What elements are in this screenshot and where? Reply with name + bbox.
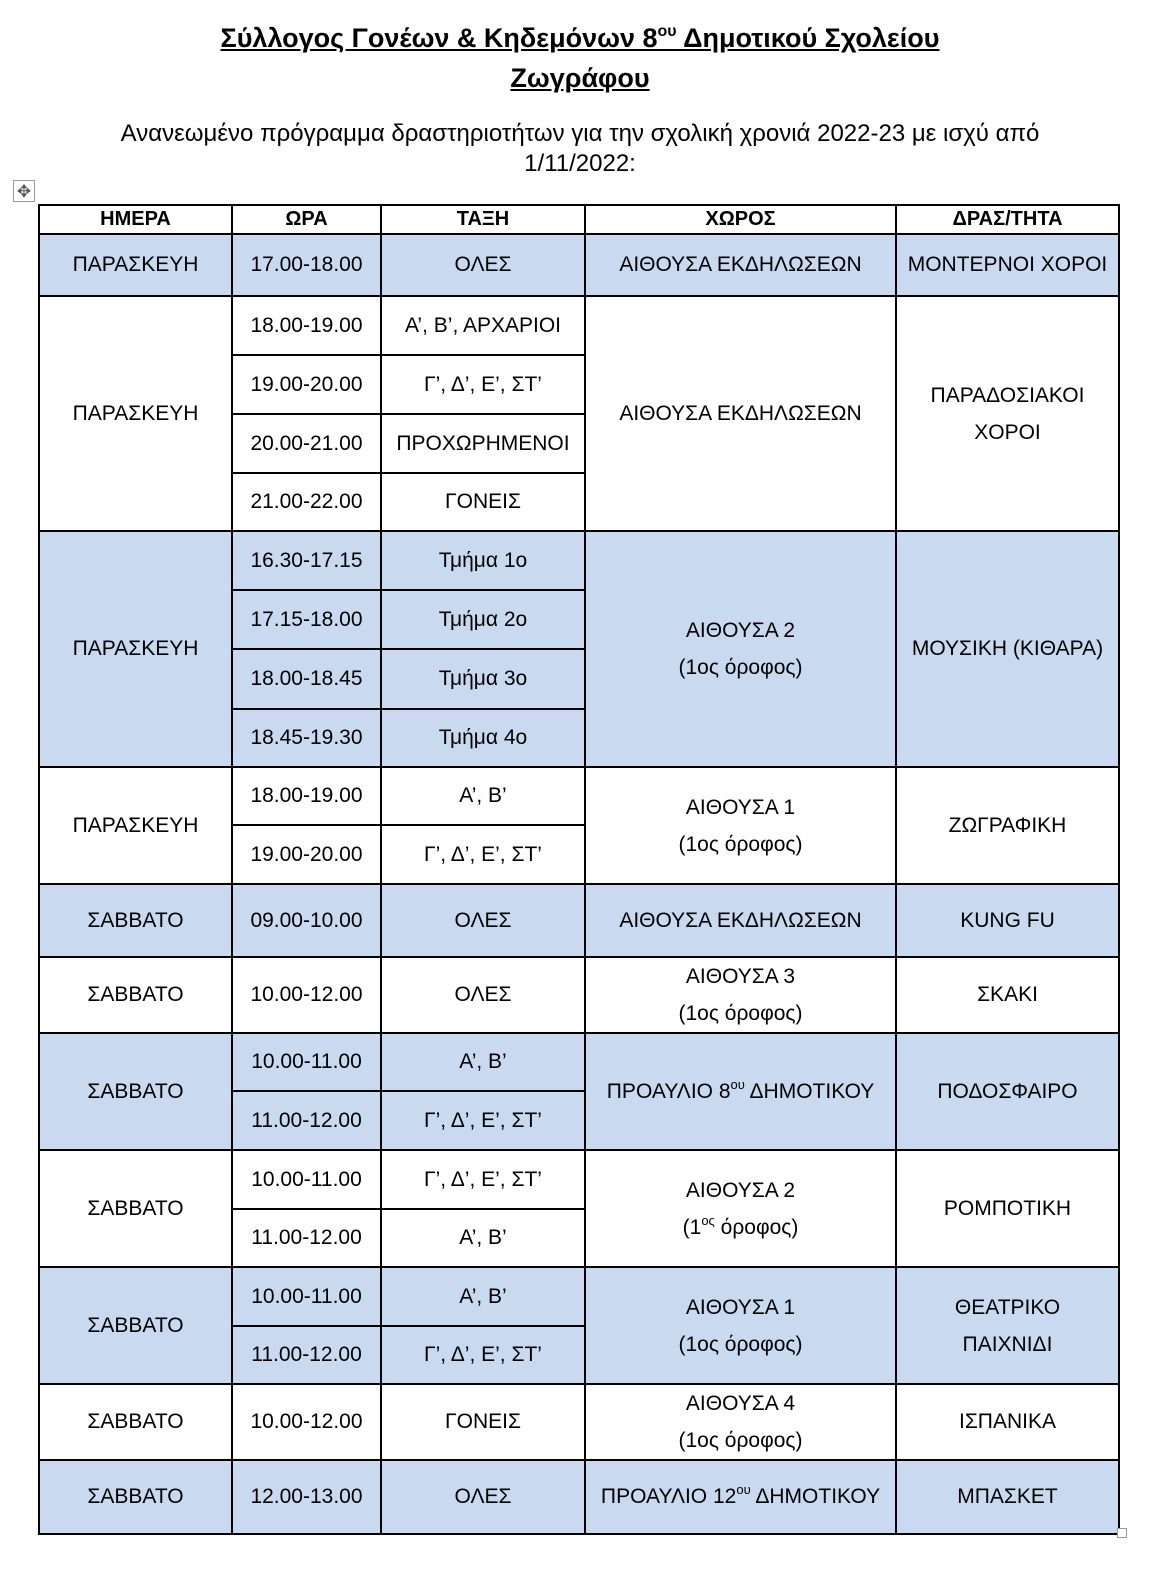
activity-cell: [896, 1267, 1119, 1384]
class-cell: Α’, Β’: [381, 767, 585, 825]
place-text: ΠΡΟΑΥΛΙΟ 8: [606, 1079, 731, 1103]
title-superscript: ου: [657, 23, 677, 40]
class-cell: Τμήμα 2ο: [381, 590, 585, 649]
time-cell: 16.30-17.15: [232, 531, 381, 590]
place-text-end: ΔΗΜΟΤΙΚΟΥ: [744, 1079, 875, 1103]
class-cell: ΟΛΕΣ: [381, 1460, 585, 1534]
activity-cell: ΜΟΝΤΕΡΝΟΙ ΧΟΡΟΙ: [896, 234, 1119, 296]
day-cell: ΣΑΒΒΑΤΟ: [39, 957, 232, 1033]
class-cell: Α’, Β’: [381, 1267, 585, 1326]
place-text: ΠΡΟΑΥΛΙΟ 12: [600, 1485, 737, 1508]
day-cell: ΠΑΡΑΣΚΕΥΗ: [39, 296, 232, 531]
place-superscript: ου: [730, 1076, 745, 1092]
day-cell: ΠΑΡΑΣΚΕΥΗ: [39, 234, 232, 296]
place-line-2: (1ος όροφος): [678, 1332, 803, 1356]
class-cell: Α’, Β’: [381, 1033, 585, 1091]
activity-cell: ΣΚΑΚΙ: [896, 957, 1119, 1033]
place-cell: [585, 1460, 896, 1534]
table-row: [39, 1033, 1119, 1091]
day-cell: ΣΑΒΒΑΤΟ: [39, 1150, 232, 1267]
class-cell: ΓΟΝΕΙΣ: [381, 1384, 585, 1460]
table-row: [39, 1460, 1119, 1534]
time-cell: 11.00-12.00: [232, 1209, 381, 1267]
activity-cell: KUNG FU: [896, 884, 1119, 957]
day-cell: ΣΑΒΒΑΤΟ: [39, 1384, 232, 1460]
title-text-end: Δημοτικού Σχολείου: [676, 23, 940, 53]
class-cell: Γ’, Δ’, Ε’, ΣΤ’: [381, 1150, 585, 1209]
class-cell: ΟΛΕΣ: [381, 234, 585, 296]
time-cell: 10.00-12.00: [232, 957, 381, 1033]
move-cross-icon[interactable]: ✥: [13, 180, 35, 202]
table-row: [39, 767, 1119, 825]
time-cell: 10.00-11.00: [232, 1033, 381, 1091]
table-row: [39, 531, 1119, 590]
activity-line-2: ΧΟΡΟΙ: [974, 420, 1041, 444]
place-line-2: (1ος όροφος): [678, 1429, 803, 1452]
time-cell: 10.00-11.00: [232, 1267, 381, 1326]
resize-square-icon[interactable]: [1117, 1528, 1127, 1538]
class-cell: Α’, Β’: [381, 1209, 585, 1267]
title-text: Σύλλογος Γονέων & Κηδεμόνων 8: [220, 23, 658, 53]
table-row: [39, 884, 1119, 957]
place-cell: [585, 1384, 896, 1460]
class-cell: Γ’, Δ’, Ε’, ΣΤ’: [381, 1091, 585, 1150]
place-line-1: ΑΙΘΟΥΣΑ 2: [685, 1178, 796, 1202]
table-row: [39, 1384, 1119, 1460]
class-cell: Γ’, Δ’, Ε’, ΣΤ’: [381, 355, 585, 414]
place-line-2-end: όροφος): [714, 1215, 799, 1239]
activity-cell: ΜΟΥΣΙΚΗ (ΚΙΘΑΡΑ): [896, 531, 1119, 767]
header-class: ΤΑΞΗ: [381, 205, 585, 234]
place-line-2: (1ος όροφος): [678, 1002, 803, 1025]
day-cell: ΣΑΒΒΑΤΟ: [39, 884, 232, 957]
place-cell: [585, 1033, 896, 1150]
time-cell: 18.00-18.45: [232, 649, 381, 709]
time-cell: 19.00-20.00: [232, 355, 381, 414]
class-cell: ΟΛΕΣ: [381, 957, 585, 1033]
time-cell: 18.00-19.00: [232, 296, 381, 355]
time-cell: 20.00-21.00: [232, 414, 381, 473]
place-superscript: ου: [736, 1482, 751, 1497]
activity-cell: ΙΣΠΑΝΙΚΑ: [896, 1384, 1119, 1460]
table-row: [39, 296, 1119, 355]
time-cell: 21.00-22.00: [232, 473, 381, 531]
place-line-2: (1ος όροφος): [678, 656, 803, 679]
place-text-end: ΔΗΜΟΤΙΚΟΥ: [750, 1485, 881, 1508]
class-cell: Τμήμα 1ο: [381, 531, 585, 590]
time-cell: 18.45-19.30: [232, 709, 381, 767]
place-superscript: ος: [701, 1212, 715, 1228]
place-line-2: [586, 1209, 895, 1246]
place-cell: ΑΙΘΟΥΣΑ ΕΚΔΗΛΩΣΕΩΝ: [585, 234, 896, 296]
table-row: [39, 1150, 1119, 1209]
place-line-2: (1ος όροφος): [678, 832, 803, 856]
place-cell: [585, 767, 896, 884]
header-day: ΗΜΕΡΑ: [39, 205, 232, 234]
activity-cell: ΖΩΓΡΑΦΙΚΗ: [896, 767, 1119, 884]
header-activity: ΔΡΑΣ/ΤΗΤΑ: [896, 205, 1119, 234]
class-cell: Τμήμα 3ο: [381, 649, 585, 709]
place-cell: [585, 531, 896, 767]
activity-line-2: ΠΑΙΧΝΙΔΙ: [962, 1332, 1053, 1356]
place-line-2-start: (1: [682, 1215, 702, 1239]
place-cell: [585, 1267, 896, 1384]
activities-table: [38, 204, 1120, 1535]
time-cell: 12.00-13.00: [232, 1460, 381, 1534]
class-cell: Α’, Β’, ΑΡΧΑΡΙΟΙ: [381, 296, 585, 355]
time-cell: 11.00-12.00: [232, 1326, 381, 1384]
subtitle-line-2: 1/11/2022:: [524, 150, 636, 177]
place-cell: ΑΙΘΟΥΣΑ ΕΚΔΗΛΩΣΕΩΝ: [585, 296, 896, 531]
class-cell: Τμήμα 4ο: [381, 709, 585, 767]
time-cell: 10.00-12.00: [232, 1384, 381, 1460]
activity-line-1: ΘΕΑΤΡΙΚΟ: [954, 1295, 1061, 1319]
document-title-line-2: Ζωγράφου: [510, 63, 650, 93]
table-row: [39, 957, 1119, 1033]
document-title-line-1: [0, 20, 1160, 56]
place-line-1: ΑΙΘΟΥΣΑ 1: [685, 1295, 796, 1319]
class-cell: ΟΛΕΣ: [381, 884, 585, 957]
time-cell: 09.00-10.00: [232, 884, 381, 957]
activity-cell: [896, 296, 1119, 531]
time-cell: 19.00-20.00: [232, 825, 381, 884]
class-cell: ΠΡΟΧΩΡΗΜΕΝΟΙ: [381, 414, 585, 473]
place-line-1: ΑΙΘΟΥΣΑ 3: [685, 965, 796, 988]
place-line-1: ΑΙΘΟΥΣΑ 1: [685, 795, 796, 819]
time-cell: 10.00-11.00: [232, 1150, 381, 1209]
header-time: ΩΡΑ: [232, 205, 381, 234]
class-cell: Γ’, Δ’, Ε’, ΣΤ’: [381, 1326, 585, 1384]
place-cell: [585, 957, 896, 1033]
subtitle-line-1: Ανανεωμένο πρόγραμμα δραστηριοτήτων για την σχολική χρονιά 2022-23 με ισχύ από: [120, 120, 1040, 147]
activity-cell: ΠΟΔΟΣΦΑΙΡΟ: [896, 1033, 1119, 1150]
header-place: ΧΩΡΟΣ: [585, 205, 896, 234]
time-cell: 17.00-18.00: [232, 234, 381, 296]
table-row: [39, 1267, 1119, 1326]
class-cell: Γ’, Δ’, Ε’, ΣΤ’: [381, 825, 585, 884]
place-cell: ΑΙΘΟΥΣΑ ΕΚΔΗΛΩΣΕΩΝ: [585, 884, 896, 957]
day-cell: ΣΑΒΒΑΤΟ: [39, 1267, 232, 1384]
table-row: [39, 234, 1119, 296]
place-line-1: ΑΙΘΟΥΣΑ 4: [685, 1392, 796, 1415]
place-cell: [585, 1150, 896, 1267]
day-cell: ΠΑΡΑΣΚΕΥΗ: [39, 767, 232, 884]
time-cell: 18.00-19.00: [232, 767, 381, 825]
day-cell: ΠΑΡΑΣΚΕΥΗ: [39, 531, 232, 767]
activity-line-1: ΠΑΡΑΔΟΣΙΑΚΟΙ: [930, 383, 1085, 407]
class-cell: ΓΟΝΕΙΣ: [381, 473, 585, 531]
day-cell: ΣΑΒΒΑΤΟ: [39, 1033, 232, 1150]
table-header-row: [39, 205, 1119, 234]
activity-cell: ΜΠΑΣΚΕΤ: [896, 1460, 1119, 1534]
time-cell: 17.15-18.00: [232, 590, 381, 649]
activity-cell: ΡΟΜΠΟΤΙΚΗ: [896, 1150, 1119, 1267]
day-cell: ΣΑΒΒΑΤΟ: [39, 1460, 232, 1534]
time-cell: 11.00-12.00: [232, 1091, 381, 1150]
place-line-1: ΑΙΘΟΥΣΑ 2: [685, 619, 796, 642]
